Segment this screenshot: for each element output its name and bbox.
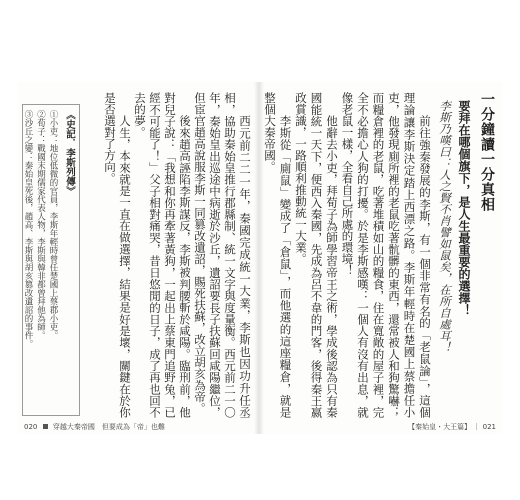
- left-page-footer: [24, 423, 165, 432]
- right-page-footer: [408, 423, 496, 432]
- left-paragraph-1: 西元前二二一年，秦國完成統一大業，李斯也因功升任丞相，協助秦始皇推行郡縣制、統一文字與度量衡。西元前二一〇年，秦始皇出巡途中病逝於沙丘，遺詔要長子扶蘇回咸陽繼位，但宦官趙高說服李斯一同篡改遺詔，賜死扶蘇，改立胡亥為帝。: [193, 92, 252, 418]
- right-paragraph-3: 李斯從「廁鼠」變成了「倉鼠」，而他選的這座糧倉，就是整個大秦帝國。: [263, 92, 293, 418]
- right-page-text: [265, 92, 497, 418]
- left-page-text: [86, 92, 252, 418]
- footnote-item: ②荀子：戰國末期儒家代表人物，李斯與韓非都曾拜他為師。: [35, 110, 46, 340]
- left-running-head: 穿越大秦帝國 但要成為「帝」也難: [52, 423, 165, 431]
- footnote-title: 《史記．李斯列傳》: [64, 110, 75, 196]
- footnote-item: ①小吏：地位低微的官員，李斯年輕時曾任楚國上蔡郡小吏。: [48, 110, 58, 340]
- section-title: 一分鐘讀一分真相: [479, 92, 495, 212]
- left-paragraph-3: 人生，本來就是一直在做選擇，結果是好是壞，關鍵在於你是否選對了方向。: [103, 92, 132, 418]
- footnote-item: ③沙丘之變：秦始皇死後，趙高、李斯與胡亥篡改遺詔的事件。: [23, 110, 33, 348]
- right-paragraph-2: 他辭去小吏，拜荀子為師學習帝王之術，學成後認為只有秦國能統一天下，便西入秦國，先成為呂不韋的門客，後得秦王嬴政賞識，一路順利推動統一大業。: [294, 92, 339, 418]
- footer-divider: ｜: [473, 423, 481, 431]
- right-paragraph-1: 前往強秦發展的李斯，有一個非常有名的「老鼠論」，這個理論讓李斯決定踏上西漂之路。李斯年輕時在楚國上蔡擔任小吏，他發現廁所裡的老鼠吃著骯髒的東西，還常被人和狗驚嚇；而糧倉裡的老鼠，吃著堆積如山的糧食，住在寬敞的屋子裡，完全不必擔心人狗的打擾。於是李斯感嘆：一個人有沒有出息，就像老鼠一樣，全看自己所處的環境！: [340, 92, 432, 418]
- right-running-head: 【秦始皇・大王篇】: [408, 423, 472, 431]
- footnote-box: [22, 104, 80, 416]
- left-paragraph-2: 後來趙高誣陷李斯謀反，李斯被判腰斬於咸陽。臨刑前，他對兒子說：「我想和你再牽著黃狗，一起出上蔡東門追野兔，已經不可能了！」父子相對痛哭，昔日悠閒的日子，成了再也回不去的夢。: [133, 92, 192, 418]
- right-page-number: 021: [482, 423, 496, 431]
- classical-quote: 李斯乃嘆曰：人之賢不肖譬如鼠矣，在所自處耳！: [438, 100, 452, 353]
- left-page-number: 020: [24, 423, 38, 431]
- square-bullet-icon: [43, 424, 48, 429]
- section-subtitle: 要拜在哪個旗下，是人生最重要的選擇！: [457, 100, 471, 316]
